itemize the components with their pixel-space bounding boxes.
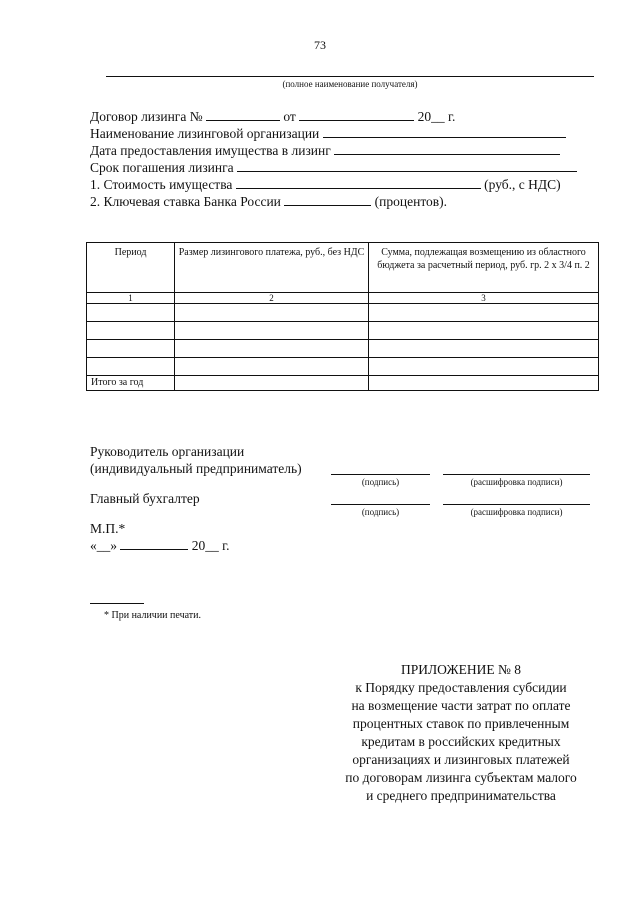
table-number-row <box>87 293 599 304</box>
header-period: Период <box>87 243 175 293</box>
accountant-signature-caption: (подпись) <box>361 507 400 517</box>
footnote-text: * При наличии печати. <box>104 610 201 621</box>
contract-year-label: 20__ г. <box>417 109 456 124</box>
provided-date-field[interactable] <box>334 142 560 155</box>
table-cell[interactable] <box>369 376 599 391</box>
table-total-row <box>87 376 599 391</box>
cost-suffix: (руб., с НДС) <box>484 177 561 192</box>
appendix-line: кредитам в российских кредитных <box>361 734 561 749</box>
cost-label: 1. Стоимость имущества <box>90 177 233 192</box>
table-cell[interactable] <box>175 376 369 391</box>
contract-date-field[interactable] <box>299 108 414 121</box>
contract-line <box>90 108 455 125</box>
accountant-signature-line[interactable] <box>331 504 430 505</box>
header-payment: Размер лизингового платежа, руб., без НДС <box>175 243 369 293</box>
footnote-divider <box>90 603 144 604</box>
appendix-line: к Порядку предоставления субсидии <box>355 680 567 695</box>
appendix-line: организациях и лизинговых платежей <box>352 752 570 767</box>
date-line <box>90 537 230 554</box>
appendix-line: и среднего предпринимательства <box>366 788 556 803</box>
lessor-line <box>90 125 566 142</box>
head-decode-caption: (расшифровка подписи) <box>470 477 563 487</box>
head-decode-line[interactable] <box>443 474 590 475</box>
head-title-line1: Руководитель организации <box>90 444 245 459</box>
table-row <box>87 358 599 376</box>
table-cell[interactable] <box>175 358 369 376</box>
table-header-row <box>87 243 599 293</box>
appendix-line: по договорам лизинга субъектам малого <box>345 770 577 785</box>
term-label: Срок погашения лизинга <box>90 160 234 175</box>
table-cell[interactable] <box>87 322 175 340</box>
rate-label: 2. Ключевая ставка Банка России <box>90 194 281 209</box>
provided-date-label: Дата предоставления имущества в лизинг <box>90 143 331 158</box>
table-cell[interactable] <box>175 322 369 340</box>
table-row <box>87 340 599 358</box>
table-cell[interactable] <box>369 322 599 340</box>
date-year-label: 20__ г. <box>191 538 230 553</box>
accountant-decode-caption: (расшифровка подписи) <box>470 507 563 517</box>
table-cell[interactable] <box>175 340 369 358</box>
table-row <box>87 304 599 322</box>
head-signature-line[interactable] <box>331 474 430 475</box>
contract-label: Договор лизинга № <box>90 109 203 124</box>
column-number: 2 <box>175 293 369 304</box>
stamp-label: М.П.* <box>90 521 126 536</box>
cost-field[interactable] <box>236 176 481 189</box>
table-cell[interactable] <box>87 304 175 322</box>
table-cell[interactable] <box>175 304 369 322</box>
rate-field[interactable] <box>284 193 371 206</box>
table-row <box>87 322 599 340</box>
payments-table <box>86 242 599 391</box>
contract-from-label: от <box>283 109 296 124</box>
column-number: 3 <box>369 293 599 304</box>
appendix-title: ПРИЛОЖЕНИЕ № 8 <box>400 662 522 677</box>
head-title-line2: (индивидуальный предприниматель) <box>90 461 302 476</box>
appendix-line: на возмещение части затрат по оплате <box>351 698 571 713</box>
table-cell[interactable] <box>87 340 175 358</box>
total-label: Итого за год <box>87 376 175 391</box>
header-reimbursement: Сумма, подлежащая возмещению из областного бюджета за расчетный период, руб. гр. 2 х 3/4 п. 2 <box>369 243 599 293</box>
lessor-label: Наименование лизинговой организации <box>90 126 320 141</box>
term-line <box>90 159 577 176</box>
contract-number-field[interactable] <box>206 108 280 121</box>
date-month-field[interactable] <box>120 537 188 550</box>
column-number: 1 <box>87 293 175 304</box>
accountant-title: Главный бухгалтер <box>90 491 200 506</box>
lessor-field[interactable] <box>323 125 566 138</box>
rate-line <box>90 193 447 210</box>
table-cell[interactable] <box>369 358 599 376</box>
term-field[interactable] <box>237 159 577 172</box>
table-cell[interactable] <box>369 340 599 358</box>
appendix-line: процентных ставок по привлеченным <box>352 716 570 731</box>
provided-date-line <box>90 142 560 159</box>
page-number: 73 <box>314 38 326 52</box>
date-day-field: «__» <box>90 538 117 553</box>
cost-line <box>90 176 561 193</box>
accountant-decode-line[interactable] <box>443 504 590 505</box>
head-signature-caption: (подпись) <box>361 477 400 487</box>
recipient-caption: (полное наименование получателя) <box>282 79 418 89</box>
table-cell[interactable] <box>369 304 599 322</box>
recipient-name-line <box>106 76 594 77</box>
rate-suffix: (процентов). <box>374 194 448 209</box>
table-cell[interactable] <box>87 358 175 376</box>
